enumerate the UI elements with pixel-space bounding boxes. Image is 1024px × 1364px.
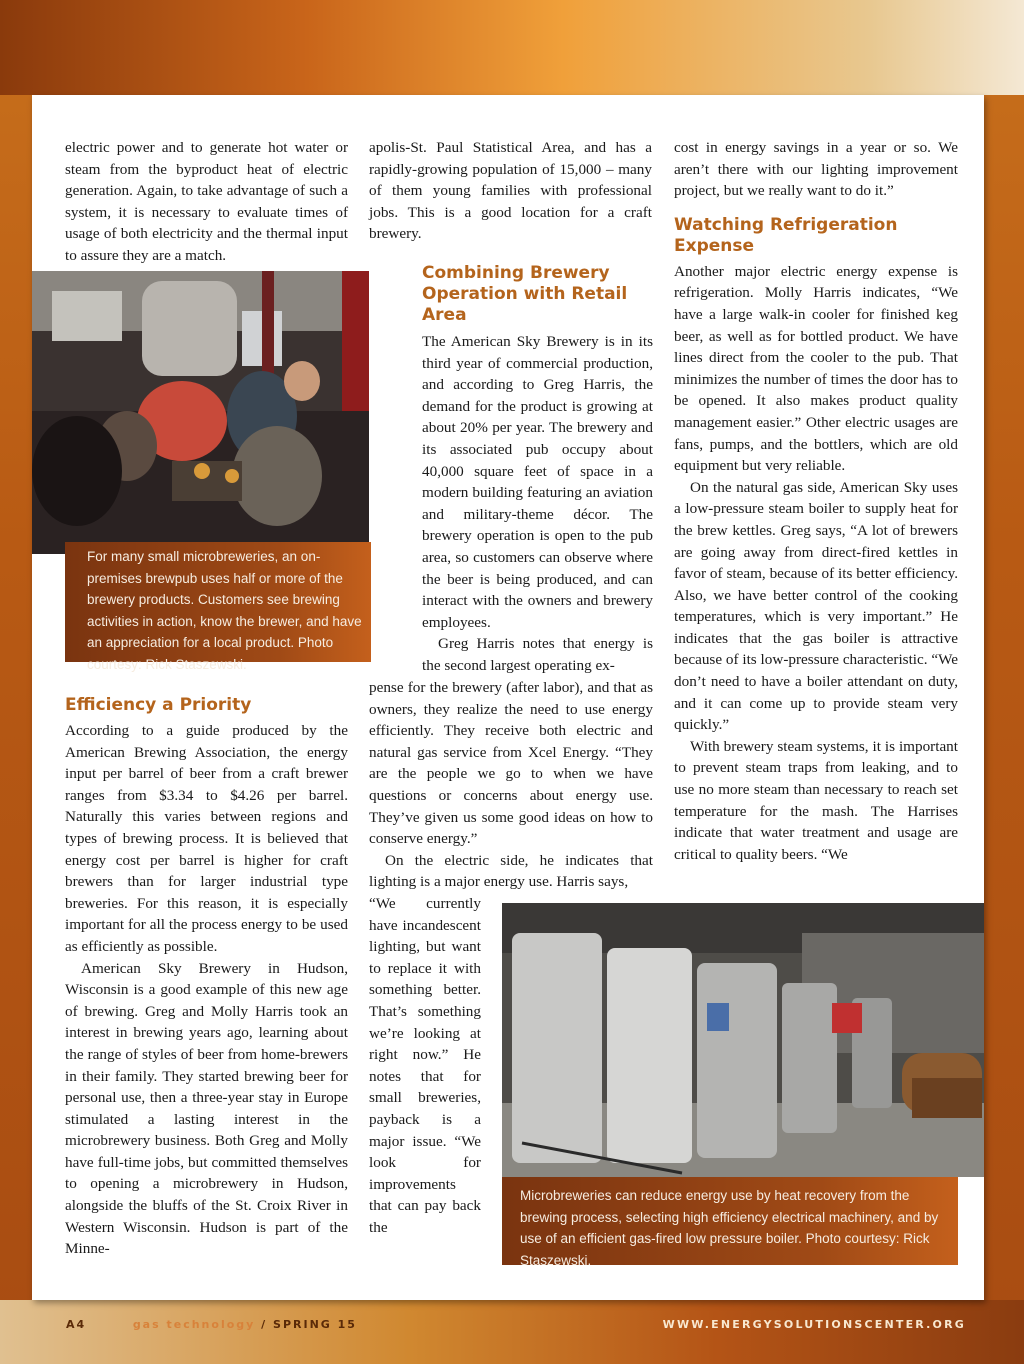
- brewpub-photo: [32, 271, 369, 554]
- col3-intro: cost in energy savings in a year or so. We aren’t there with our lighting improvement project, but we really want to do it.”: [674, 139, 958, 200]
- col2-intro: apolis-St. Paul Statistical Area, and has a rapidly-growing population of 15,000 – many of them young families with professional jobs. This is a good location for a craft brewery.: [369, 139, 652, 243]
- column-1-top: [65, 137, 348, 267]
- col1-intro: electric power and to generate hot water or steam from the byproduct heat of electric generation. Again, to take advantage of such a system, it is necessary to evaluate times of usage of both electricity and the thermal input to assure they are a match.: [65, 139, 348, 264]
- bottom-decorative-band: [0, 1300, 1024, 1364]
- footer-page-number: A4: [66, 1318, 87, 1331]
- column-2-narrow: [369, 893, 481, 1239]
- brewpub-photo-caption: For many small microbreweries, an on-premises brewpub uses half or more of the brewery products. Customers see brewing activities in action, know the brewer, and have an appreciation for a local product. Photo courtesy: Rick Staszewski.: [65, 542, 371, 662]
- col1-paragraph-2: American Sky Brewery in Hudson, Wisconsin is a good example of this new age of brewing. Greg and Molly Harris took an interest in brewing years ago, learning about the range of styles of beer from home-brewers in their family. They started brewing beer for personal use, then a three-year stay in Europe stimulated a lasting interest in the microbrewery business. Both Greg and Molly have full-time jobs, but committed themselves to opening a microbrewery in Hudson, alongside the bluffs of the St. Croix River in Western Wisconsin. Hudson is part of the Minne-: [65, 959, 348, 1258]
- brewery-tanks-photo-image: [502, 903, 984, 1177]
- column-2-middle: [369, 677, 653, 893]
- brewpub-photo-image: [32, 271, 369, 554]
- heading-combining-brewery: Combining Brewery Operation with Retail Area: [422, 263, 628, 325]
- col2-paragraph-2a: Greg Harris notes that energy is the second largest operating ex-: [422, 635, 653, 674]
- footer-issue-label: [66, 1318, 357, 1331]
- column-2-upper: [422, 263, 653, 677]
- column-3: [674, 137, 958, 865]
- col3-paragraph-2: On the natural gas side, American Sky uses a low-pressure steam boiler to supply heat for the brew kettles. Greg says, “A lot of brewers are going away from direct-fired kettles in favor of steam, because of its better efficiency. Also, we have better control of the cooking temperatures, which is very important.” He indicates that the gas boiler is attractive because of its low-pressure characteristic. “We don’t need to have a boiler attendant on duty, and it can come up to provide steam very quickly.”: [674, 478, 958, 734]
- col2-paragraph-3: On the electric side, he indicates that lighting is a major energy use. Harris says,: [369, 851, 653, 891]
- col2-paragraph-1: The American Sky Brewery is in its third year of commercial production, and according to Greg Harris, the demand for the product is growing at about 20% per year. The brewery and its associated pub occupy about 40,000 square feet of space in a modern building featuring an aviation and military-theme décor. The brewery operation is open to the pub area, so customers can observe where the beer is being produced, and can interact with the owners and brewery employees.: [422, 333, 653, 631]
- col3-paragraph-3: With brewery steam systems, it is important to prevent steam traps from leaking, and to use no more steam than necessary to reach set temperature for the mash. The Harrises indicate that water treatment and usage are critical to quality beers. “We: [674, 737, 958, 863]
- brewery-tanks-photo: [502, 903, 984, 1177]
- heading-efficiency-priority: Efficiency a Priority: [65, 695, 252, 715]
- col3-paragraph-1: Another major electric energy expense is refrigeration. Molly Harris indicates, “We have a large walk-in cooler for finished keg beer, as well as for bottled product. We have lines direct from the cooler to the pub. That minimizes the number of times the door has to be opened. It also makes product quality management easier.” Other electric usages are fans, pumps, and the bottlers, which are old equipment but very reliable.: [674, 262, 958, 475]
- footer-issue: / SPRING 15: [261, 1318, 357, 1331]
- col2-paragraph-2b: pense for the brewery (after labor), and that as owners, they realize the need to use energy efficiently. They receive both electric and natural gas service from Xcel Energy. “They are the people we go to when we have questions or concerns about energy use. They’ve given us some good ideas on how to conserve energy.”: [369, 679, 653, 848]
- col1-paragraph-1: According to a guide produced by the American Brewing Association, the energy input per barrel of beer from a craft brewer ranges from $3.34 to $4.26 per barrel. Naturally this varies between regions and types of brewing process. It is believed that energy cost per barrel is higher for craft brewers than for larger industrial type breweries. For this reason, it is especially important for all the process energy to be used as efficiently as possible.: [65, 722, 348, 955]
- column-1-bottom: [65, 695, 348, 1260]
- column-2-top: [369, 137, 652, 245]
- footer-website-url: WWW.ENERGYSOLUTIONSCENTER.ORG: [662, 1318, 966, 1331]
- article-page: [32, 95, 984, 1300]
- top-decorative-band: [0, 0, 1024, 95]
- footer-magazine-name: gas technology: [132, 1318, 256, 1331]
- heading-refrigeration: Watching Refrigeration Expense: [674, 214, 898, 256]
- brewery-tanks-photo-caption: Microbreweries can reduce energy use by heat recovery from the brewing process, selecting high efficiency electrical machinery, and by use of an efficient gas-fired low pressure boiler. Photo courtesy: Rick Staszewski.: [502, 1177, 958, 1265]
- col2-paragraph-3b: “We currently have incandescent lighting, but want to replace it with something better. That’s something we’re looking at right now.” He notes that for small breweries, payback is a major issue. “We look for improvements that can pay back the: [369, 895, 481, 1236]
